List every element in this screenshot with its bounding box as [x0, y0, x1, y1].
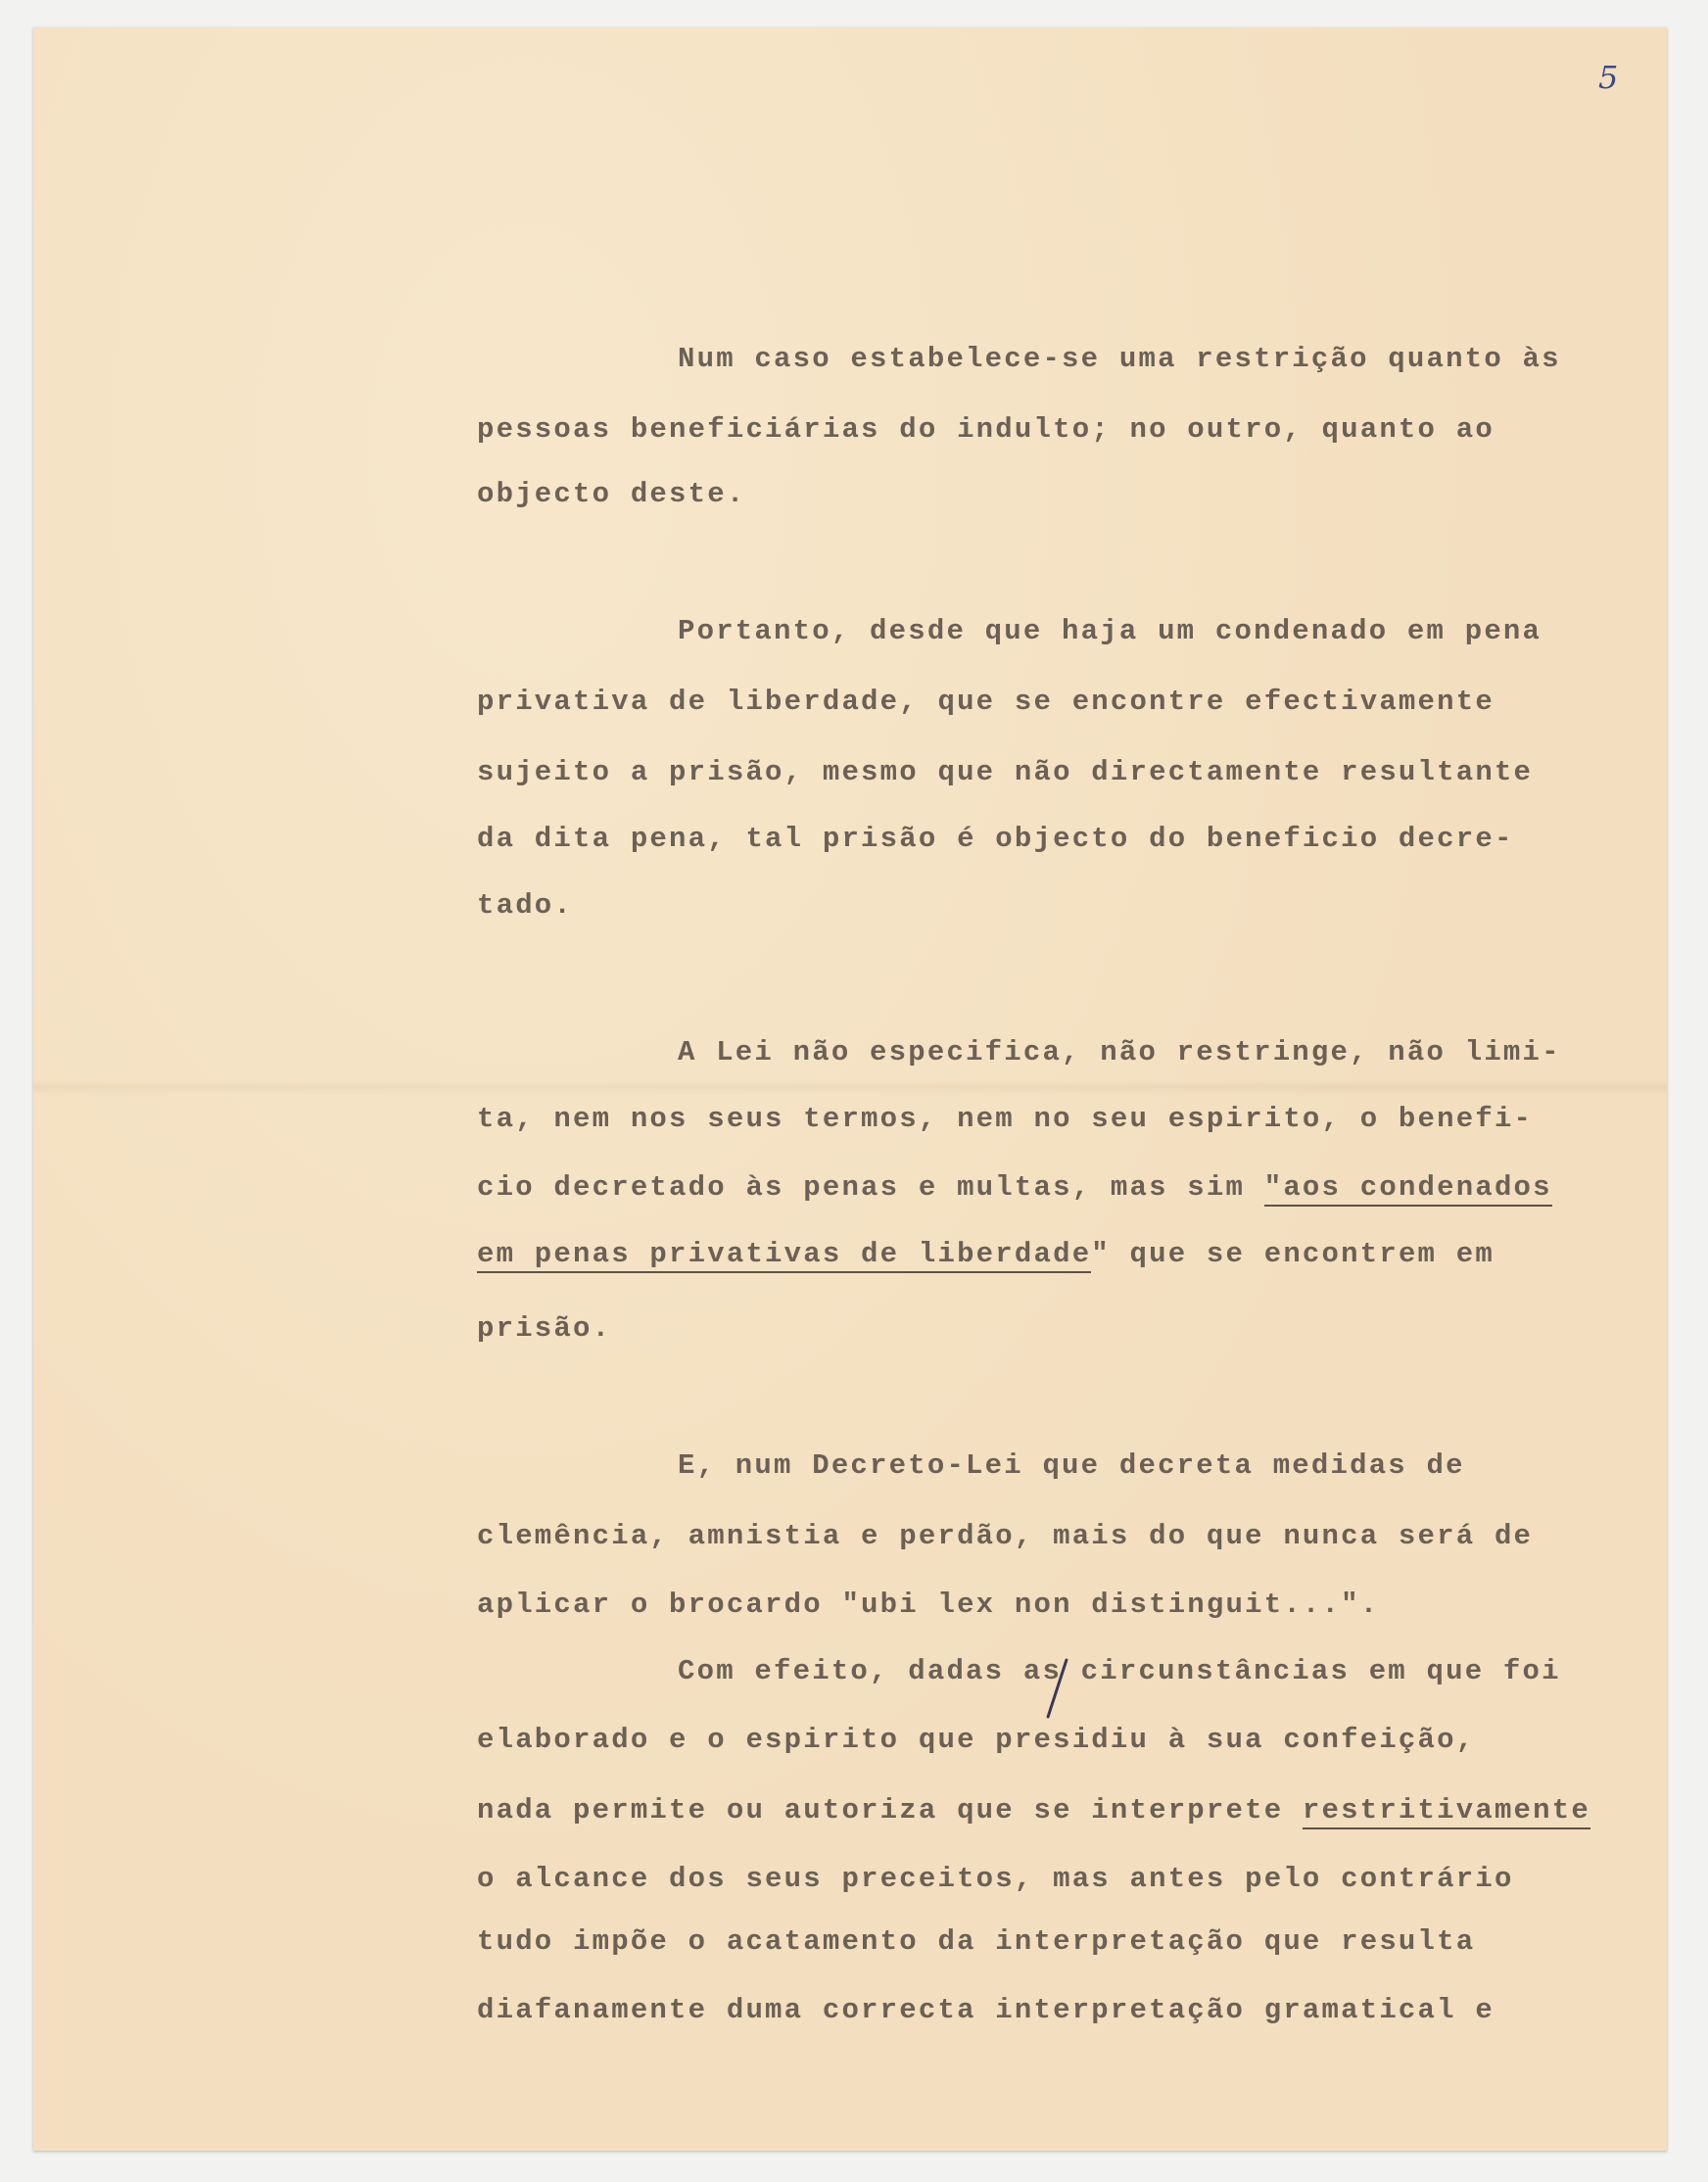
text-line: Num caso estabelece-se uma restrição quanto às [678, 343, 1561, 375]
text-line: ta, nem nos seus termos, nem no seu espirito, o benefi- [477, 1103, 1534, 1135]
text-line [477, 1794, 1590, 1826]
text-line: E, num Decreto-Lei que decreta medidas de [678, 1449, 1465, 1482]
text-line: da dita pena, tal prisão é objecto do beneficio decre- [477, 823, 1514, 855]
page-number: 5 [1598, 59, 1619, 96]
text-line: A Lei não especifica, não restringe, não limi- [678, 1036, 1561, 1068]
text-line: clemência, amnistia e perdão, mais do que nunca será de [477, 1520, 1534, 1552]
text-line: Portanto, desde que haja um condenado em pena [678, 615, 1542, 647]
text-line: prisão. [477, 1312, 612, 1345]
underlined-text: restritivamente [1303, 1794, 1590, 1829]
text-line: objecto deste. [477, 478, 746, 510]
text-line: pessoas beneficiárias do indulto; no outro, quanto ao [477, 413, 1494, 446]
text-line: diafanamente duma correcta interpretação gramatical e [477, 1994, 1494, 2026]
text-line: tado. [477, 889, 574, 922]
underlined-text: "aos condenados [1264, 1171, 1552, 1207]
text-segment: " que se encontrem em [1091, 1238, 1494, 1270]
text-segment: nada permite ou autoriza que se interprete [477, 1794, 1303, 1826]
underlined-text: em penas privativas de liberdade [477, 1238, 1091, 1273]
text-line: o alcance dos seus preceitos, mas antes pelo contrário [477, 1863, 1514, 1895]
text-line: privativa de liberdade, que se encontre efectivamente [477, 686, 1494, 718]
text-line: tudo impõe o acatamento da interpretação que resulta [477, 1925, 1476, 1958]
text-line [477, 1171, 1552, 1204]
text-line: Com efeito, dadas as circunstâncias em que foi [678, 1655, 1561, 1687]
text-line: aplicar o brocardo "ubi lex non distinguit...". [477, 1589, 1380, 1621]
text-line [477, 1238, 1494, 1270]
text-line: elaborado e o espirito que presidiu à sua confeição, [477, 1724, 1476, 1756]
text-segment: cio decretado às penas e multas, mas sim [477, 1171, 1264, 1204]
text-line: sujeito a prisão, mesmo que não directamente resultante [477, 756, 1534, 788]
